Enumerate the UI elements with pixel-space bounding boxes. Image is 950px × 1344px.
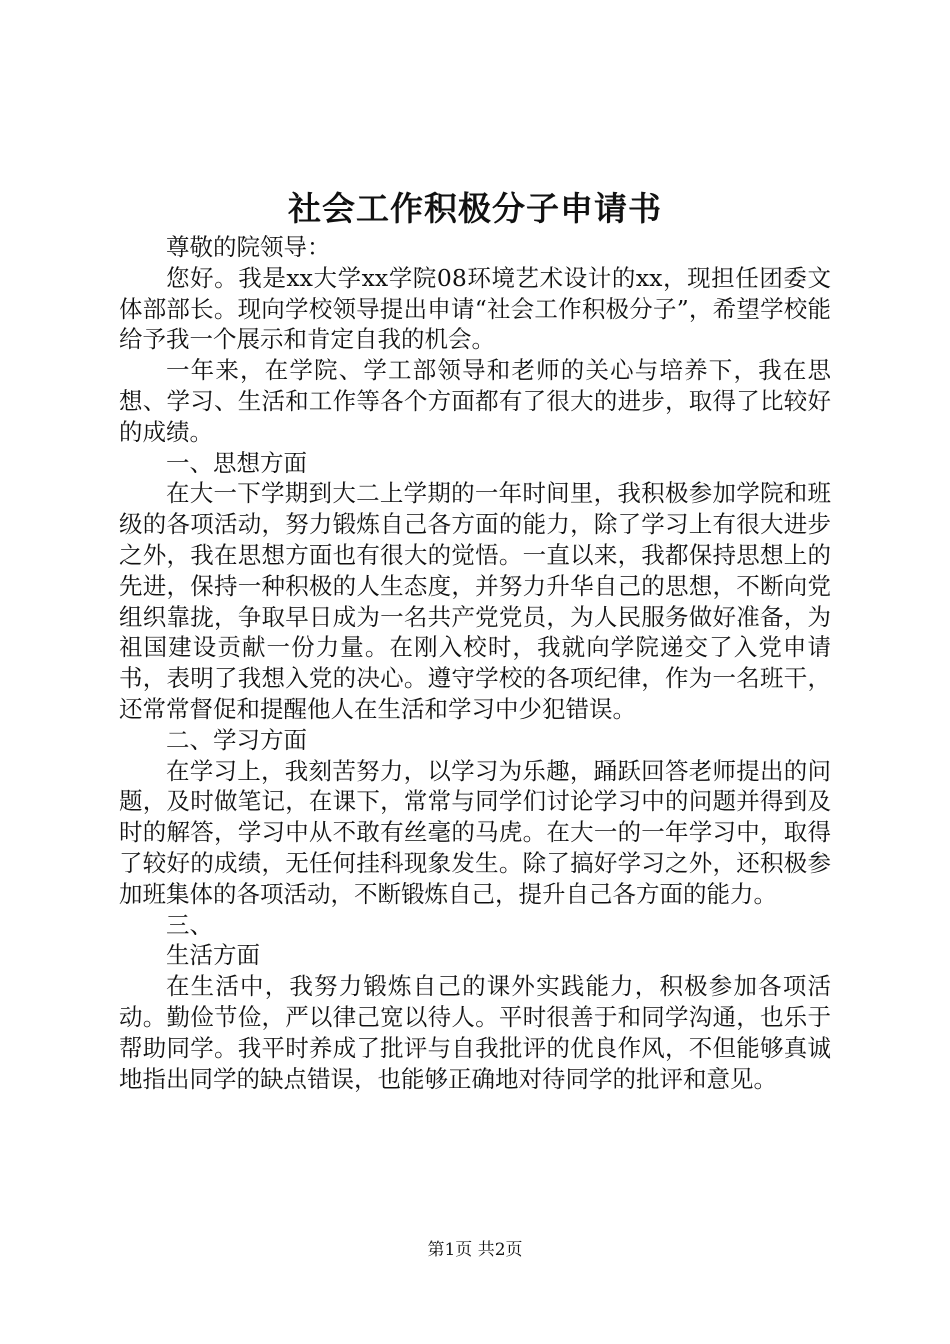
page-footer: 第1页 共2页 [427,1240,523,1260]
document-body [119,232,831,1094]
section-heading: 生活方面 [166,941,260,970]
section-heading: 一、思想方面 [166,448,307,477]
salutation: 尊敬的院领导： [166,233,331,261]
section-heading: 二、学习方面 [166,725,307,754]
body-paragraph: 在大一下学期到大二上学期的一年时间里，我积极参加学院和班级的各项活动，努力锻炼自己各方面的能力，除了学习上有很大进步之外，我在思想方面也有很大的觉悟。一直以来，我都保持思想上的先进，保持一种积极的人生态度，并努力升华自己的思想，不断向党组织靠拢，争取早日成为一名共产党党员，为人民服务做好准备，为祖国建设贡献一份力量。在刚入校时，我就向学院递交了入党申请书，表明了我想入党的决心。遵守学校的各项纪律，作为一名班干，还常常督促和提醒他人在生活和学习中少犯错误。 [119,479,831,723]
body-paragraph: 一年来，在学院、学工部领导和老师的关心与培养下，我在思想、学习、生活和工作等各个方面都有了很大的进步，取得了比较好的成绩。 [119,356,831,446]
body-paragraph: 您好。我是xx大学xx学院08环境艺术设计的xx，现担任团委文体部部长。现向学校领导提出申请“社会工作积极分子”，希望学校能给予我一个展示和肯定自我的机会。 [119,263,831,354]
section-heading: 三、 [166,910,213,939]
body-paragraph: 在学习上，我刻苦努力，以学习为乐趣，踊跃回答老师提出的问题，及时做笔记，在课下，常常与同学们讨论学习中的问题并得到及时的解答，学习中从不敢有丝毫的马虎。在大一的一年学习中，取得了较好的成绩，无任何挂科现象发生。除了搞好学习之外，还积极参加班集体的各项活动，不断锻炼自己，提升自己各方面的能力。 [119,756,831,908]
document-title: 社会工作积极分子申请书 [288,189,662,228]
body-paragraph: 在生活中，我努力锻炼自己的课外实践能力，积极参加各项活动。勤俭节俭，严以律己宽以待人。平时很善于和同学沟通，也乐于帮助同学。我平时养成了批评与自我批评的优良作风，不但能够真诚地指出同学的缺点错误，也能够正确地对待同学的批评和意见。 [119,972,831,1093]
